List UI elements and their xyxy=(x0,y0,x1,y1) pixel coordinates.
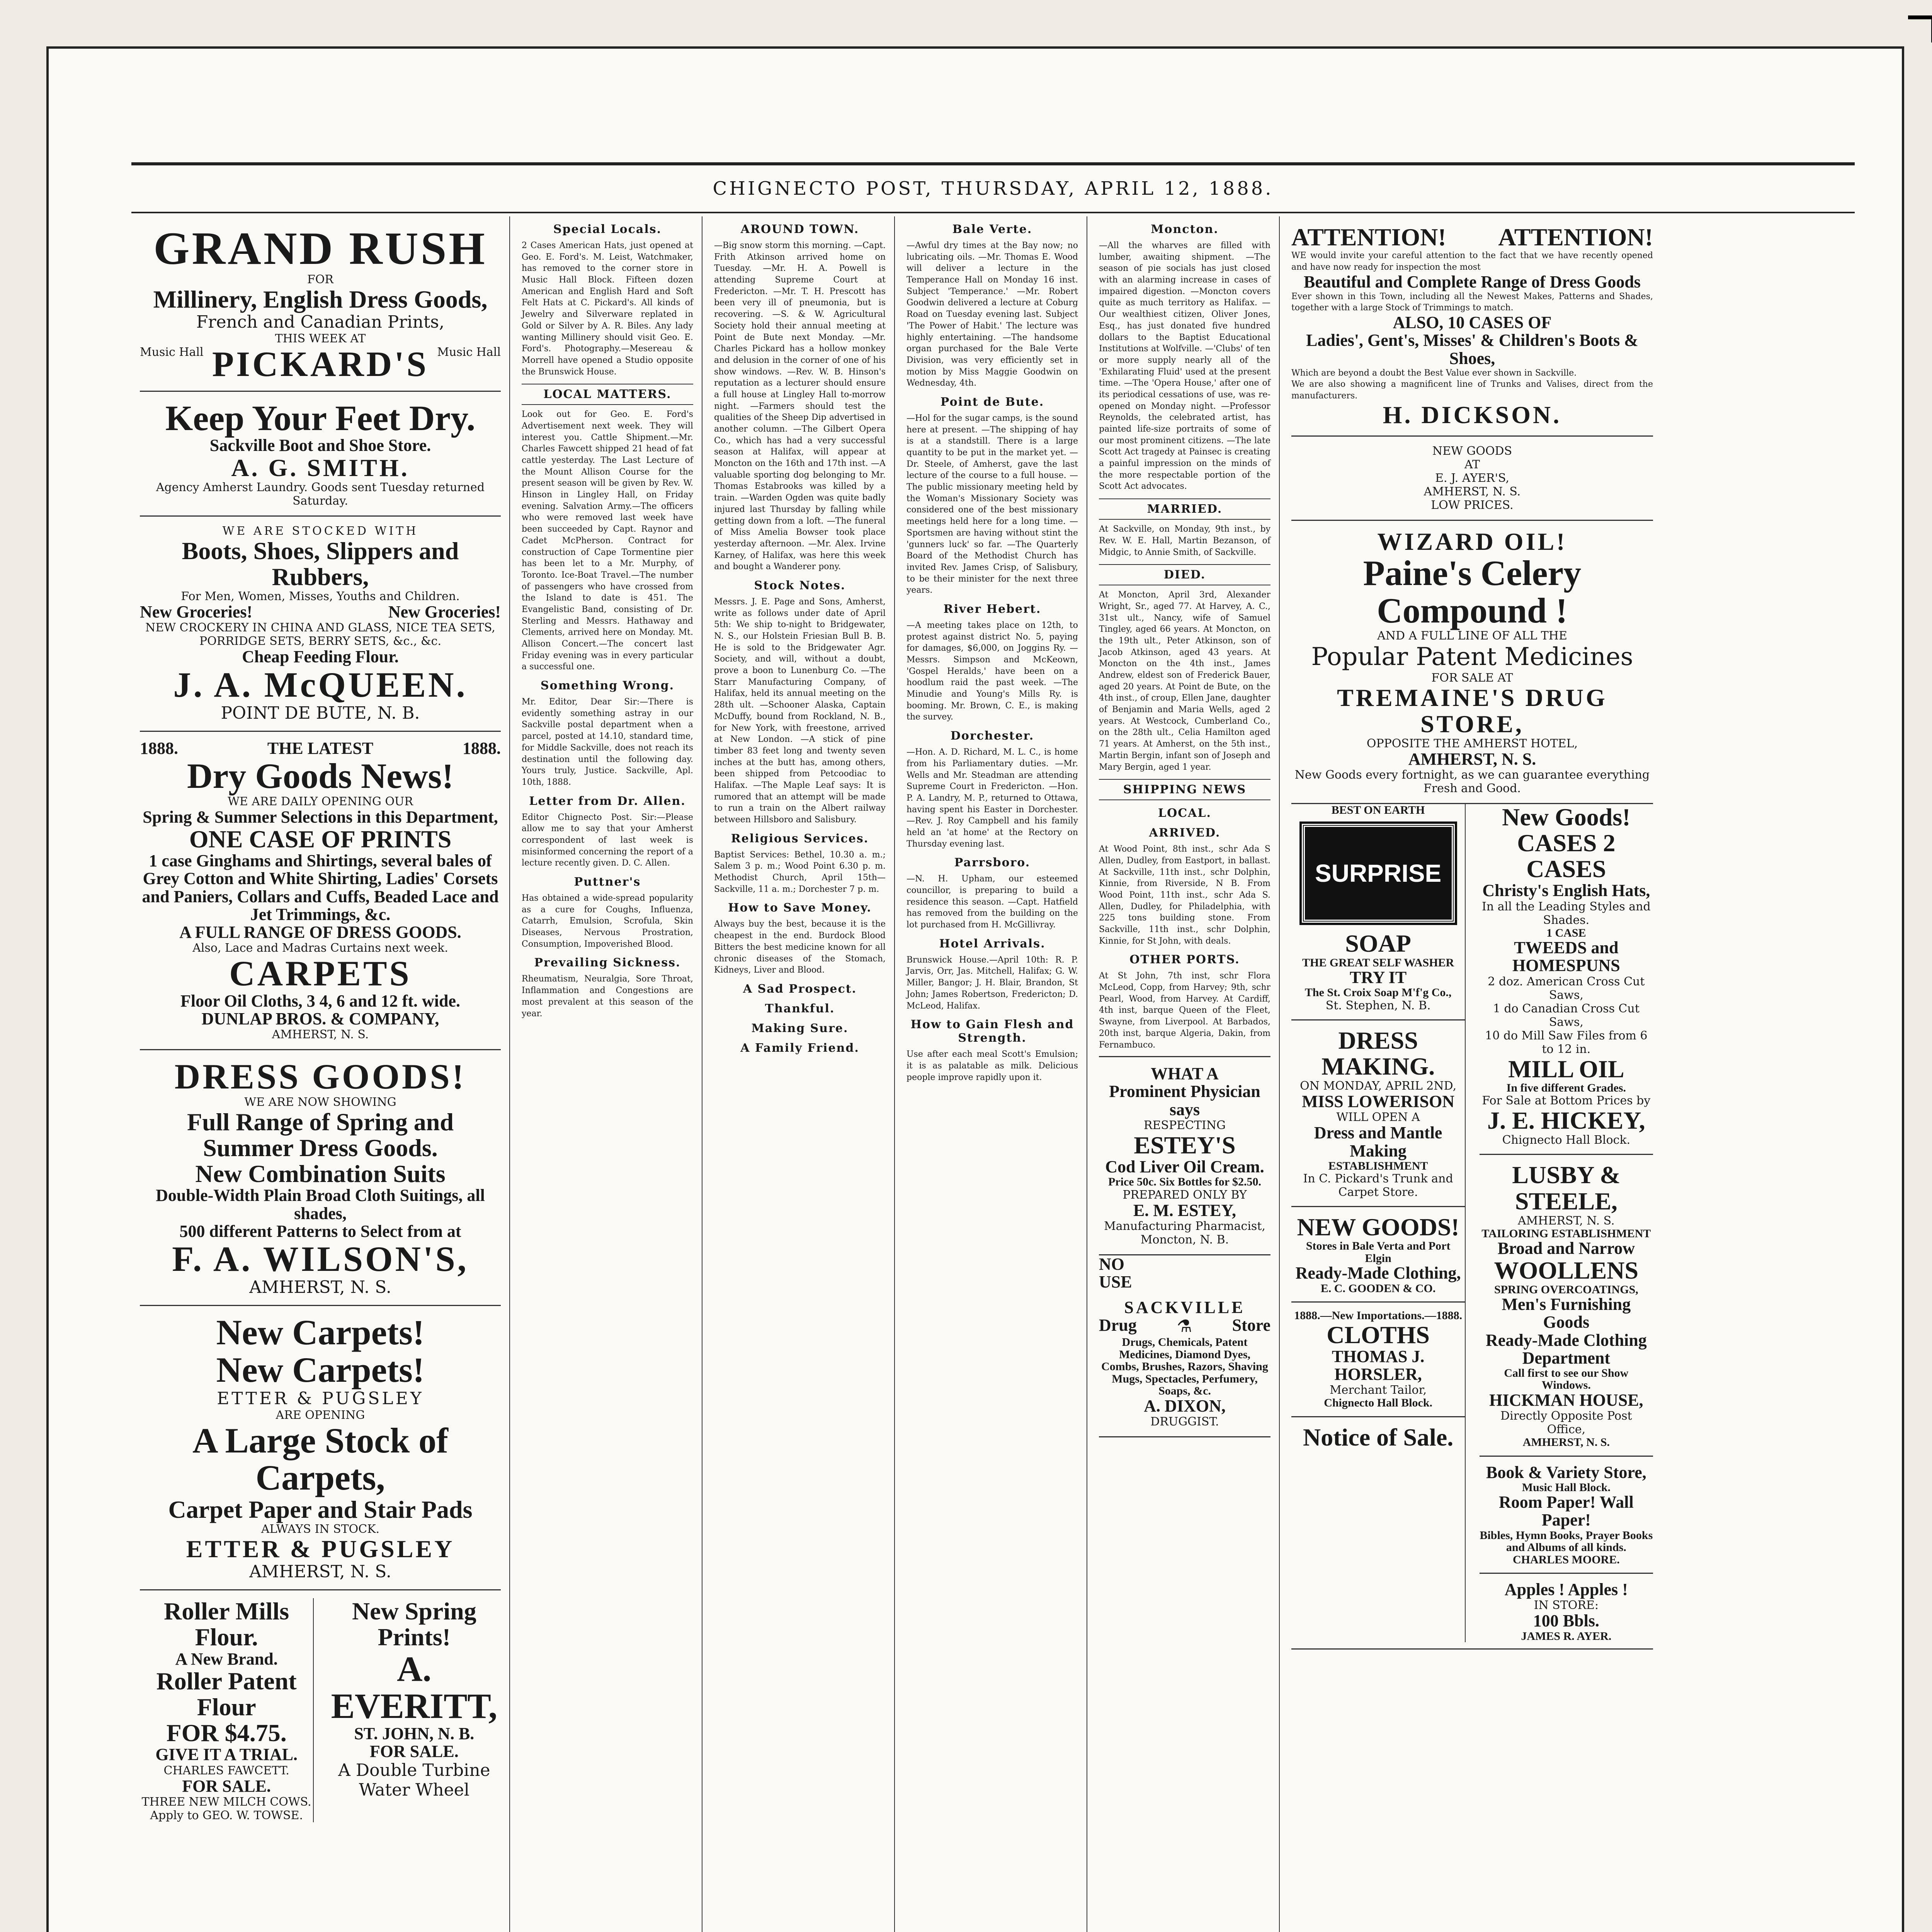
article-text: At St John, 7th inst, schr Flora McLeod, Copp, from Harvey; 9th, schr Pearl, Wood, from Harvey. At Cardiff, 4th inst, barque Queen of the Fleet, Swayne, from Liverpool. At Barbados, 20th inst, barque Algeria, Dakin, from Fernambuco. xyxy=(1099,971,1270,1050)
text: THE LATEST xyxy=(267,739,374,758)
section-heading: Dorchester. xyxy=(950,729,1034,743)
article-text: —All the wharves are filled with lumber, awaiting shipment. —The season of pie socials has just closed with an alarming increase in cases of impaired digestion. —Moncton covers quite as much territory as Halifax. —Our wealthiest citizen, Oliver Jones, Esq., has just donated five hundred dollars to the Baptist Educational Institutions at Wolfville. —'Clubs' of ten or more supply nearly all of the 'Exhilarating Fluid' used at the present time. —The 'Opera House,' after one of its periodical cessations of use, was re-opened on Monday night. —Professor Reynolds, the celebrated artist, has painted life-size portraits of some of our most prominent citizens. —The late Scott Act tragedy at Painsec is creating a painful impression on the minds of the more respectable portion of the Scott Act advocates. xyxy=(1099,241,1270,492)
text: LOW PRICES. xyxy=(1431,498,1514,512)
text: WHAT A xyxy=(1151,1064,1219,1083)
text: CASES 2 CASES xyxy=(1517,829,1616,883)
text: 10 do Mill Saw Files from 6 to 12 in. xyxy=(1485,1029,1648,1056)
text: ESTABLISHMENT xyxy=(1328,1159,1428,1172)
article-text: —Hon. A. D. Richard, M. L. C., is home from his Parliamentary duties. —Mr. Wells and Mr. Steadman are attending Supreme Court in Fredericton. —Hon. P. A. Landry, M. P., returned to Ottawa, having spent his Easter in Dorchester. —Rev. J. Roy Campbell and his family held an 'at home' at the Rectory on Thursday evening last. xyxy=(906,747,1078,849)
text: We are also showing a magnificent line of Trunks and Valises, direct from the manufacturers. xyxy=(1291,379,1653,401)
text: Room Paper! Wall Paper! xyxy=(1499,1493,1634,1530)
column-6 xyxy=(1283,216,1662,1932)
article-text: At Wood Point, 8th inst., schr Ada S Allen, Dudley, from Eastport, in ballast. At Sackville, 11th inst., schr Dolphin, Kinnie, from Riverside, N B. From Wood Point, 11th inst., schr Ada S. Allen, Dudley, for Philadelphia, with 225 tons building stone. From Sackville, 11th inst., schr Dolphin, Kinnie, for St John, with deals. xyxy=(1099,844,1270,946)
section-heading: Religious Services. xyxy=(731,832,869,845)
text: ALWAYS IN STOCK. xyxy=(261,1522,380,1536)
text: 1 CASE xyxy=(1546,926,1586,939)
text: Drugs, Chemicals, Patent Medicines, Diamond Dyes, Combs, Brushes, Razors, Shaving Mugs, Spectacles, Perfumery, Soaps, &c. xyxy=(1101,1336,1268,1398)
masthead xyxy=(131,162,1855,213)
merchant-name: A. G. SMITH. xyxy=(231,454,410,481)
text: AMHERST, N. S. xyxy=(1518,1214,1615,1228)
merchant-name: LUSBY & STEELE, xyxy=(1512,1161,1621,1215)
section-heading: Moncton. xyxy=(1151,223,1219,236)
section-heading: LOCAL MATTERS. xyxy=(522,384,693,405)
text: Ready-Made Clothing, xyxy=(1295,1264,1461,1283)
headline: DRESS MAKING. xyxy=(1321,1026,1435,1080)
section-heading: Something Wrong. xyxy=(540,679,675,693)
text: 1 do Canadian Cross Cut Saws, xyxy=(1493,1002,1639,1029)
groceries-row xyxy=(140,603,501,621)
article-text: Brunswick House.—April 10th: R. P. Jarvis, Orr, Jas. Mitchell, Halifax; G. W. Miller, Bangor; J. H. Blair, Brandon, St John; James Robertson, Fredericton; D. McLeod, Halifax. xyxy=(906,955,1078,1011)
text: Floor Oil Cloths, 3 4, 6 and 12 ft. wide. xyxy=(180,991,460,1010)
soap-logo xyxy=(1302,824,1455,923)
merchant-name: HICKMAN HOUSE, xyxy=(1489,1390,1643,1410)
text: Ready-Made Clothing Department xyxy=(1485,1330,1647,1367)
merchant-name: ETTER & PUGSLEY xyxy=(217,1388,424,1408)
text: NEW GOODS xyxy=(1432,444,1512,458)
subheading: LOCAL. xyxy=(1158,806,1211,820)
text: IN STORE: xyxy=(1534,1599,1599,1612)
text: ON MONDAY, APRIL 2ND, xyxy=(1300,1079,1457,1093)
section-heading: Bale Verte. xyxy=(952,223,1032,236)
text: WILL OPEN A xyxy=(1336,1111,1420,1124)
section-heading: DIED. xyxy=(1099,564,1270,585)
text: POINT DE BUTE, N. B. xyxy=(221,703,420,723)
headline: WOOLLENS xyxy=(1494,1257,1639,1284)
text: USE xyxy=(1099,1272,1132,1291)
text: NO xyxy=(1099,1254,1124,1274)
article-text: Rheumatism, Neuralgia, Sore Throat, Inflammation and Congestions are most prevalent at this season of the year. xyxy=(522,974,693,1019)
price: FOR $4.75. xyxy=(166,1719,287,1747)
section-heading: Parrsboro. xyxy=(954,856,1031,870)
headline: Dry Goods News! xyxy=(187,756,454,796)
merchant-name: F. A. WILSON'S, xyxy=(172,1239,469,1279)
section-heading: A Sad Prospect. xyxy=(743,982,857,996)
text: A FULL RANGE OF DRESS GOODS. xyxy=(179,923,461,942)
text: Music Hall Block. xyxy=(1522,1481,1611,1494)
article-text: At Sackville, on Monday, 9th inst., by Rev. W. E. Hall, Martin Bezanson, of Midgic, to Annie Smith, of Sackville. xyxy=(1099,524,1270,557)
divider xyxy=(1480,1573,1653,1574)
merchant-name: DUNLAP BROS. & COMPANY, xyxy=(201,1009,439,1028)
text: Store xyxy=(1232,1316,1270,1335)
text: Also, Lace and Madras Curtains next week. xyxy=(192,941,448,955)
headline: Cod Liver Oil Cream. xyxy=(1105,1157,1264,1176)
text: AMHERST, N. S. xyxy=(1408,749,1536,769)
text: ST. JOHN, N. B. xyxy=(354,1724,474,1743)
text: Bibles, Hymn Books, Prayer Books and Albums of all kinds. xyxy=(1480,1529,1653,1554)
text: Merchant Tailor, xyxy=(1330,1383,1427,1397)
pickards-ad xyxy=(140,216,501,392)
section-heading: How to Gain Flesh and Strength. xyxy=(910,1018,1074,1045)
section-heading: Making Sure. xyxy=(751,1021,849,1035)
text: DRUGGIST. xyxy=(1150,1415,1219,1429)
headline: Paine's Celery Compound ! xyxy=(1363,553,1582,630)
section-heading: Special Locals. xyxy=(553,223,662,236)
section-heading: SHIPPING NEWS xyxy=(1099,779,1270,800)
boot-store-ad xyxy=(140,392,501,517)
dickson-ad xyxy=(1291,216,1653,437)
column-1 xyxy=(131,216,510,1932)
text: THREE NEW MILCH COWS. Apply to GEO. W. TOWSE. xyxy=(141,1795,311,1822)
text: Directly Opposite Post Office, xyxy=(1500,1409,1632,1437)
text: AND A FULL LINE OF ALL THE xyxy=(1377,629,1567,643)
headline: Roller Mills Flour. xyxy=(164,1597,289,1651)
text: Chignecto Hall Block. xyxy=(1324,1396,1433,1410)
text: BEST ON EARTH xyxy=(1331,803,1425,816)
attention-row xyxy=(1291,224,1653,250)
article-text: Always buy the best, because it is the cheapest in the end. Burdock Blood Bitters the best medicine known for all chronic diseases of the Stomach, Kidneys, Liver and Blood. xyxy=(714,919,886,975)
headline: ATTENTION! xyxy=(1291,223,1446,251)
mid-ads-row xyxy=(1291,804,1653,1650)
merchant-name: E. M. ESTEY, xyxy=(1133,1201,1236,1220)
divider xyxy=(1291,1019,1465,1020)
logo-text: SURPRISE xyxy=(1315,859,1442,888)
headline: DRESS GOODS! xyxy=(174,1057,466,1097)
headline: ESTEY'S xyxy=(1134,1131,1236,1159)
section-heading: Hotel Arrivals. xyxy=(939,937,1046,951)
text: 100 Bbls. xyxy=(1533,1611,1599,1631)
masthead-title: CHIGNECTO POST, THURSDAY, APRIL 12, 1888. xyxy=(713,178,1274,199)
merchant-name: TREMAINE'S DRUG STORE, xyxy=(1337,684,1607,738)
text: Spring & Summer Selections in this Department, xyxy=(143,807,498,827)
text: 1888. xyxy=(462,739,501,758)
merchant-name: A. DIXON, xyxy=(1144,1396,1226,1415)
section-heading: Prevailing Sickness. xyxy=(534,956,681,970)
text: TRY IT xyxy=(1350,968,1407,987)
column-5 xyxy=(1090,216,1280,1932)
headline: New Goods! xyxy=(1502,803,1631,831)
text: TWEEDS and HOMESPUNS xyxy=(1512,938,1620,975)
text: TAILORING ESTABLISHMENT xyxy=(1481,1227,1651,1240)
text: THE GREAT SELF WASHER xyxy=(1302,956,1454,969)
text: Broad and Narrow xyxy=(1497,1239,1635,1258)
mortar-icon: ⚗ xyxy=(1177,1316,1192,1337)
section-heading: River Hebert. xyxy=(943,602,1041,616)
article-text: Has obtained a wide-spread popularity as a cure for Coughs, Influenza, Catarrh, Emulsion, Scrofula, Skin Diseases, Nervous Prostration, Consumption, Impoverished Blood. xyxy=(522,893,693,949)
text: A New Brand. xyxy=(175,1649,278,1668)
text: Dress and Mantle Making xyxy=(1314,1123,1442,1160)
headline: Millinery, English Dress Goods, xyxy=(153,286,488,313)
text: Men's Furnishing Goods xyxy=(1502,1295,1631,1332)
merchant-name: CHARLES MOORE. xyxy=(1513,1553,1620,1566)
text: Cheap Feeding Flour. xyxy=(242,647,399,667)
text: AMHERST, N. S. xyxy=(249,1562,391,1582)
text: WE would invite your careful attention to the fact that we have recently opened and have now ready for inspection the most xyxy=(1291,251,1653,272)
text: Double-Width Plain Broad Cloth Suitings, all shades, xyxy=(156,1186,485,1223)
subheading: ARRIVED. xyxy=(1149,826,1221,840)
store-name: PICKARD'S xyxy=(212,344,429,384)
article-text: Editor Chignecto Post. Sir:—Please allow me to say that your Amherst correspondent of last week is misinformed concerning the report of a lecture recently given. D. C. Allen. xyxy=(522,812,693,868)
text: 500 different Patterns to Select from at xyxy=(179,1221,461,1241)
section-heading: Point de Bute. xyxy=(940,395,1044,409)
text: St. Stephen, N. B. xyxy=(1325,998,1431,1012)
headline: Beautiful and Complete Range of Dress Goods xyxy=(1304,272,1641,291)
price: Price 50c. Six Bottles for $2.50. xyxy=(1108,1175,1262,1189)
text: FOR SALE. xyxy=(182,1776,271,1796)
text: MISS LOWERISON xyxy=(1302,1092,1455,1111)
headline: MILL OIL xyxy=(1508,1055,1624,1083)
text: Popular Patent Medicines xyxy=(1311,643,1633,672)
text: SPRING OVERCOATINGS, xyxy=(1494,1283,1638,1296)
wilson-ad xyxy=(140,1050,501,1306)
headline: CLOTHS xyxy=(1327,1321,1430,1349)
headline: WIZARD OIL! xyxy=(1377,527,1567,555)
divider xyxy=(1291,1416,1465,1417)
text: 1888. xyxy=(140,739,178,758)
article-text: —A meeting takes place on 12th, to protest against district No. 5, paying for damages, $6,000, on Joggins Ry. —Messrs. Simpson and McKeown, 'Gospel Heralds,' have been on a hoodlum raid the past week. —The Minudie and Young's Mills Ry. is booming. Mr. Brown, C. E., is making the survey. xyxy=(906,620,1078,722)
text: OPPOSITE THE AMHERST HOTEL, xyxy=(1366,736,1578,750)
text: Sackville Boot and Shoe Store. xyxy=(209,436,431,455)
text: Which are beyond a doubt the Best Value ever shown in Sackville. xyxy=(1291,368,1577,378)
etter-ad xyxy=(140,1306,501,1590)
headline: ATTENTION! xyxy=(1498,223,1653,251)
text: Agency Amherst Laundry. Goods sent Tuesday returned Saturday. xyxy=(156,480,485,508)
column-3 xyxy=(706,216,895,1932)
headline: New Carpets! xyxy=(216,1313,425,1352)
section-heading: Stock Notes. xyxy=(754,578,846,592)
merchant-name: E. J. AYER'S, xyxy=(1435,471,1509,485)
music-hall-label: Music Hall xyxy=(140,345,204,359)
text: French and Canadian Prints, xyxy=(196,312,445,332)
text: RESPECTING xyxy=(1143,1118,1226,1132)
column-2 xyxy=(513,216,702,1932)
headline: Prominent Physician says xyxy=(1109,1082,1260,1119)
merchant-name: E. C. GOODEN & CO. xyxy=(1320,1282,1436,1295)
text: AT xyxy=(1464,457,1480,471)
merchant-name: J. E. HICKEY, xyxy=(1487,1107,1645,1134)
text: AMHERST, N. S. xyxy=(249,1277,391,1298)
divider xyxy=(1291,1301,1465,1303)
text: Drug xyxy=(1099,1316,1137,1335)
text: A Double Turbine Water Wheel xyxy=(338,1760,490,1800)
merchant-name: ETTER & PUGSLEY xyxy=(186,1535,455,1563)
merchant-name: CHARLES FAWCETT. xyxy=(163,1764,289,1777)
headline: NEW GOODS! xyxy=(1297,1213,1459,1241)
article-text: At Moncton, April 3rd, Alexander Wright, Sr., aged 77. At Harvey, A. C., 31st ult., Nancy, wife of Samuel Tingley, aged 66 years. At Moncton, on the 19th ult., Peter Atkinson, son of Jacob Atkinson, aged 43 years. At Moncton on the 4th inst., James Andrew, eldest son of Frederick Bauer, aged 20 years. At Point de Bute, on the 4th inst., of croup, Ellen Jane, daughter of Benjamin and Maria Wells, aged 2 years. At Westcock, Cumberland Co., on the 28th ult., Celia Hamilton aged 71 years. At Amherst, on the 5th inst., Martin Bergin, infant son of Joseph and Mary Bergin, aged 1 year. xyxy=(1099,590,1270,772)
text: Carpet Paper and Stair Pads xyxy=(168,1495,473,1523)
text: Call first to see our Show Windows. xyxy=(1504,1366,1629,1392)
tremaine-ad xyxy=(1291,521,1653,804)
text: WE ARE NOW SHOWING xyxy=(244,1095,396,1109)
text: ALSO, 10 CASES OF xyxy=(1393,313,1552,332)
text: AMHERST, N. S. xyxy=(272,1028,369,1042)
section-heading: AROUND TOWN. xyxy=(740,223,859,236)
headline: Notice of Sale. xyxy=(1303,1423,1454,1451)
year-row xyxy=(140,740,501,757)
text: ARE OPENING xyxy=(276,1408,365,1422)
section-heading: A Family Friend. xyxy=(740,1041,859,1055)
text: NEW CROCKERY IN CHINA AND GLASS, NICE TEA SETS, PORRIDGE SETS, BERRY SETS, &c., &c. xyxy=(145,621,495,648)
crop-mark xyxy=(1908,15,1932,43)
merchant-name: The St. Croix Soap M'f'g Co., xyxy=(1304,986,1452,999)
text: In all the Leading Styles and Shades. xyxy=(1482,900,1651,927)
column-4 xyxy=(898,216,1087,1932)
divider xyxy=(1480,1456,1653,1457)
headline: CARPETS xyxy=(229,954,412,993)
text: Roller Patent Flour xyxy=(156,1667,297,1721)
text: WE ARE DAILY OPENING OUR xyxy=(228,794,413,808)
text: FOR xyxy=(307,273,333,286)
text: WE ARE STOCKED WITH xyxy=(222,524,418,538)
text: For Men, Women, Misses, Youths and Children. xyxy=(181,590,460,604)
headline: A Large Stock of Carpets, xyxy=(192,1420,448,1498)
text: ONE CASE OF PRINTS xyxy=(189,825,452,853)
text: In C. Pickard's Trunk and Carpet Store. xyxy=(1303,1172,1453,1199)
surprise-soap-ad xyxy=(1291,804,1466,1642)
merchant-name: THOMAS J. HORSLER, xyxy=(1332,1347,1425,1384)
mcqueen-ad xyxy=(140,517,501,732)
text: AMHERST, N. S. xyxy=(1423,485,1521,498)
section-heading: How to Save Money. xyxy=(728,901,872,915)
text: New Groceries! xyxy=(140,602,253,622)
headline: GRAND RUSH xyxy=(153,223,487,274)
section-heading: MARRIED. xyxy=(1099,498,1270,520)
ayers-ad xyxy=(1291,437,1653,521)
article-text: Look out for Geo. E. Ford's Advertisement next week. They will interest you. Cattle Shipment.—Mr. Charles Fawcett shipped 21 head of fat cattle yesterday. The Last Lecture of the Mount Allison Course for the present season will be given by Rev. W. Hinson in Lingley Hall, on Friday evening. Salvation Army.—The officers who were removed last week have been succeeded by Capt. Raynor and Cadet McPherson. Contract for construction of Cape Tormentine pier has been let to a Mr. Murphy, of Toronto. Ice-Boat Travel.—The number of passengers who have crossed from the Island to date is 451. The Evangelistic Band, consisting of Dr. Sterling and Messrs. Hathaway and Clements, arrived here on Monday. Mt. Allison Concert.—The concert last Friday evening was in every particular a successful one. xyxy=(522,410,693,672)
article-text: —Big snow storm this morning. —Capt. Frith Atkinson arrived home on Tuesday. —Mr. H. A. Powell is attending Supreme Court at Fredericton. —Mr. T. H. Prescott has been very ill of pneumonia, but is recovering. —S. & W. Agricultural Society hold their annual meeting at Point de Bute next Monday. —Mr. Charles Pickard has a hollow monkey and delusion in the corner of one of his show windows. —Rev. W. B. Hinson's reputation as a lecturer should ensure a full house at Lingley Hall to-morrow night. —Farmers should test the qualities of the Sheep Dip advertised in another column. —The Gilbert Opera Co., which has had a very successful season at Halifax, will appear at Moncton on the 16th and 17th inst. —A valuable sporting dog belonging to Mr. Thomas Estabrooks was killed by a train. —Warden Ogden was quite badly injured last Thursday by falling while getting down from a loft. —The funeral of Miss Amelia Bowser took place yesterday afternoon. —Mr. Alex. Irvine Karney, of Halifax, was here this week and bought a Wanderer pony. xyxy=(714,241,886,572)
pickards-row xyxy=(140,345,501,383)
text: Ever shown in this Town, including all the Newest Makes, Patterns and Shades, together with a large Stock of Trimmings to match. xyxy=(1291,291,1653,313)
article-text: Baptist Services: Bethel, 10.30 a. m.; Salem 3 p. m.; Wood Point 6.30 p. m. Methodist Church, April 15th—Sackville, 11 a. m.; Dorchester 7 p. m. xyxy=(714,850,886,894)
text: AMHERST, N. S. xyxy=(1522,1436,1610,1449)
article-text: —Awful dry times at the Bay now; no lubricating oils. —Mr. Thomas E. Wood will deliver a lecture in the Temperance Hall on Monday 16 inst. Subject 'Temperance.' —Mr. Robert Goodwin delivered a lecture at Coburg Road on Tuesday evening last. Subject 'The Power of Habit.' The lecture was highly entertaining. —The handsome organ purchased for the Bale Verte Division, was very efficiently set in motion by Miss Maggie Goodwin on Wednesday, 4th. xyxy=(906,241,1078,388)
everitt-ad xyxy=(328,1598,501,1822)
merchant-name: JAMES R. AYER. xyxy=(1521,1629,1612,1643)
text: New Groceries! xyxy=(388,602,501,622)
headline: Keep Your Feet Dry. xyxy=(165,398,476,438)
article-text: —N. H. Upham, our esteemed councillor, is preparing to build a residence this season. —Capt. Hatfield has removed from the building on the lot purchased from H. McGillivray. xyxy=(906,874,1078,930)
hickey-lusby-ads xyxy=(1480,804,1653,1642)
text: 2 doz. American Cross Cut Saws, xyxy=(1488,975,1645,1002)
headline: New Carpets! xyxy=(216,1350,425,1390)
text: 1888.—New Importations.—1888. xyxy=(1294,1309,1463,1322)
article-text: Use after each meal Scott's Emulsion; it is as palatable as milk. Delicious people improve rapidly upon it. xyxy=(906,1049,1078,1082)
text: SACKVILLE xyxy=(1124,1298,1245,1317)
article-text: Mr. Editor, Dear Sir:—There is evidently something astray in our Sackville postal department when a parcel, posted at 14.10, standard time, for Middle Sackville, does not reach its destination until the following day. Yours truly, Justice. Sackville, Apl. 10th, 1888. xyxy=(522,697,693,787)
text: In five different Grades. xyxy=(1506,1081,1626,1094)
dixon-ad xyxy=(1099,1291,1270,1437)
text: GIVE IT A TRIAL. xyxy=(155,1745,298,1764)
text: 1 case Ginghams and Shirtings, several bales of Grey Cotton and White Shirting, Ladies' Corsets and Paniers, Collars and Cuffs, Beaded Lace and Jet Trimmings, &c. xyxy=(142,851,499,924)
article-text: —Hol for the sugar camps, is the sound here at present. —The shipping of hay is at a standstill. There is a large quantity to be put in the market yet. —Dr. Steele, of Amherst, gave the last lecture of the course to a full house. —The public missionary meeting held by the Woman's Missionary Society was considered one of the best missionary meetings held here for a long time. —Sportsmen are having without stint the 'gunners luck' so far. —The Quarterly Board of the Methodist Church has invited Rev. James Crisp, of Salisbury, to be their minister for the next three years. xyxy=(906,413,1078,595)
estey-ad xyxy=(1099,1056,1270,1255)
bottom-ads-row xyxy=(140,1590,501,1822)
text: New Combination Suits xyxy=(195,1160,446,1188)
text: PREPARED ONLY BY xyxy=(1122,1188,1247,1202)
headline: Boots, Shoes, Slippers and Rubbers, xyxy=(182,537,459,590)
text: THIS WEEK AT xyxy=(275,332,366,346)
merchant-name: J. A. McQUEEN. xyxy=(173,665,468,704)
text: FOR SALE AT xyxy=(1431,671,1513,685)
headline: Apples ! Apples ! xyxy=(1504,1580,1628,1599)
drug-store-row xyxy=(1099,1316,1270,1336)
music-hall-label: Music Hall xyxy=(437,345,501,359)
text: New Goods every fortnight, as we can guarantee everything Fresh and Good. xyxy=(1294,768,1650,795)
text: Christy's English Hats, xyxy=(1482,881,1650,900)
newspaper-page xyxy=(131,216,1855,1932)
headline: Ladies', Gent's, Misses' & Children's Boots & Shoes, xyxy=(1306,331,1638,368)
article-text: 2 Cases American Hats, just opened at Geo. E. Ford's. M. Leist, Watchmaker, has removed to the corner store in Music Hall Block. Fifteen dozen American and English Hard and Soft Felt Hats at C. Pickard's. All kinds of Jewelry and Silverware replated in Gold or Silver by A. R. Biles. Any lady wanting Millinery should visit Geo. E. Ford's. Photography.—Mesereau & Morrell have opened a Studio opposite the Brunswick House. xyxy=(522,241,693,377)
text: SOAP xyxy=(1345,930,1411,957)
divider xyxy=(1480,1154,1653,1155)
text: Chignecto Hall Block. xyxy=(1502,1133,1631,1147)
subheading: OTHER PORTS. xyxy=(1129,953,1240,967)
text: Manufacturing Pharmacist, Moncton, N. B. xyxy=(1104,1219,1265,1247)
section-heading: Puttner's xyxy=(574,875,641,889)
headline: Book & Variety Store, xyxy=(1486,1463,1646,1482)
article-text: Messrs. J. E. Page and Sons, Amherst, write as follows under date of April 5th: We ship to-night to Bridgewater, N. S., our Holstein Friesian Bull B. B. He is sold to the Bridgewater Agr. Society, and will, without a doubt, prove a boon to Lunenburg Co. —The Starr Manufacturing Company, of Halifax, held its annual meeting on the 28th ult. —Schooner Alaska, Captain McDuffy, bound from Rockland, N. B., for New York, with freestone, arrived at New London. —A stick of pine timber 83 feet long and twenty seven inches at the butt has, among others, been shipped from Petcoodiac to Halifax. —The Maple Leaf says: It is rumored that an attempt will be made to run a train on the Albert railway between Hillsboro and Salisbury. xyxy=(714,597,886,825)
headline: New Spring Prints! xyxy=(352,1597,476,1651)
text: For Sale at Bottom Prices by xyxy=(1482,1094,1651,1108)
text: Full Range of Spring and Summer Dress Goods. xyxy=(187,1108,454,1162)
section-heading: Letter from Dr. Allen. xyxy=(529,794,686,808)
divider xyxy=(1291,1206,1465,1207)
notices xyxy=(1099,1255,1270,1291)
merchant-name: H. DICKSON. xyxy=(1383,401,1562,429)
fawcett-ad xyxy=(140,1598,314,1822)
text: Stores in Bale Verta and Port Elgin xyxy=(1306,1240,1451,1265)
merchant-name: A. EVERITT, xyxy=(331,1649,497,1726)
section-heading: Thankful. xyxy=(765,1002,835,1015)
dunlap-ad xyxy=(140,732,501,1050)
text: FOR SALE. xyxy=(369,1742,459,1761)
